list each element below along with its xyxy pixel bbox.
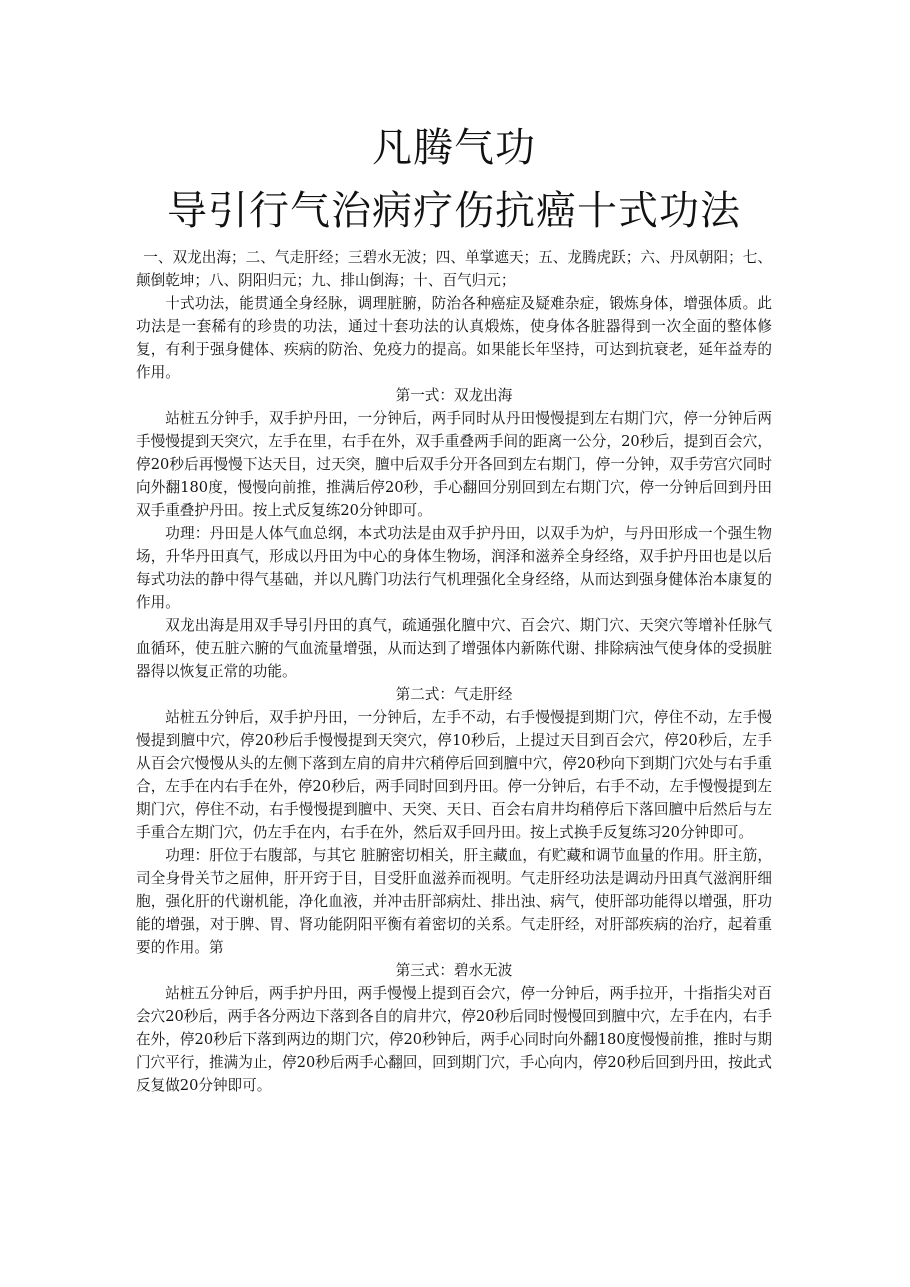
section-heading: 第一式：双龙出海 <box>395 387 513 404</box>
section-1 <box>136 384 772 683</box>
section-paragraph: 功理：肝位于右腹部，与其它 脏腑密切相关，肝主藏血，有贮藏和调节血量的作用。肝主筋，司全身骨关节之屈伸，肝开窍于目，目受肝血滋养而视明。气走肝经功法是调动丹田真气滋润肝细胞，强化肝的代谢机能，净化血液，并冲击肝部病灶、排出浊、病气，使肝部功能得以增强，肝功能的增强，对于脾、胃、肾功能阴阳平衡有着密切的关系。气走肝经，对肝部疾病的治疗，起着重要的作用。第 <box>136 847 772 956</box>
intro-paragraph: 十式功法，能贯通全身经脉，调理脏腑，防治各种癌症及疑难杂症，锻炼身体，增强体质。此功法是一套稀有的珍贵的功法，通过十套功法的认真煅炼，使身体各脏器得到一次全面的整体修复，有利于强身健体、疾病的防治、免疫力的提高。如果能长年坚持，可达到抗衰老，延年益寿的作用。 <box>136 295 772 381</box>
section-3 <box>136 959 772 1097</box>
document-page <box>136 118 772 1097</box>
section-paragraph: 双龙出海是用双手导引丹田的真气，疏通强化膻中穴、百会穴、期门穴、天突穴等增补任脉气血循环，使五脏六腑的气血流量增强，从而达到了增强体内新陈代谢、排除病浊气使身体的受损脏器得以恢复正常的功能。 <box>136 617 772 680</box>
document-title: 凡腾气功 <box>372 125 536 171</box>
section-paragraph: 功理：丹田是人体气血总纲，本式功法是由双手护丹田，以双手为炉，与丹田形成一个强生物场，升华丹田真气，形成以丹田为中心的身体生物场，润泽和滋养全身经络，双手护丹田也是以后每式功法的静中得气基础，并以凡腾门功法行气机理强化全身经络，从而达到强身健体治本康复的作用。 <box>136 525 772 611</box>
section-heading: 第三式：碧水无波 <box>395 962 513 979</box>
section-2 <box>136 683 772 959</box>
section-paragraph: 站桩五分钟手，双手护丹田，一分钟后，两手同时从丹田慢慢提到左右期门穴，停一分钟后两手慢慢提到天突穴，左手在里，右手在外，双手重叠两手间的距离一公分，20秒后，提到百会穴，停20秒后再慢慢下达天目，过天突，膻中后双手分开各回到左右期门，停一分钟，双手劳宫穴同时向外翻180度，慢慢向前推，推满后停20秒，手心翻回分别回到左右期门穴，停一分钟后回到丹田双手重叠护丹田。按上式反复练20分钟即可。 <box>136 410 772 519</box>
section-paragraph: 站桩五分钟后，两手护丹田，两手慢慢上提到百会穴，停一分钟后，两手拉开，十指指尖对百会穴20秒后，两手各分两边下落到各自的肩井穴，停20秒后同时慢慢回到膻中穴，左手在内，右手在外，停20秒后下落到两边的期门穴，停20秒钟后，两手心同时向外翻180度慢慢前推，推时与期门穴平行，推满为止，停20秒后两手心翻回，回到期门穴，手心向内，停20秒后回到丹田，按此式反复做20分钟即可。 <box>136 985 772 1094</box>
section-paragraph: 站桩五分钟后，双手护丹田，一分钟后，左手不动，右手慢慢提到期门穴，停住不动，左手慢慢提到膻中穴，停20秒后手慢慢提到天突穴，停10秒后，上提过天目到百会穴，停20秒后，左手从百会穴慢慢从头的左侧下落到左肩的肩井穴稍停后回到膻中穴，停20秒向下到期门穴处与右手重合，左手在内右手在外，停20秒后，两手同时回到丹田。停一分钟后，右手不动，左手慢慢提到左期门穴，停住不动，右手慢慢提到膻中、天突、天日、百会右肩井均稍停后下落回膻中后然后与左手重合左期门穴，仍左手在内，右手在外，然后双手回丹田。按上式换手反复练习20分钟即可。 <box>136 709 772 841</box>
document-subtitle: 导引行气治病疗伤抗癌十式功法 <box>167 188 741 234</box>
form-list-paragraph: 一、双龙出海；二、气走肝经；三碧水无波；四、单掌遮天；五、龙腾虎跃；六、丹凤朝阳；七、颠倒乾坤；八、阴阳归元；九、排山倒海；十、百气归元； <box>136 249 772 289</box>
section-heading: 第二式：气走肝经 <box>395 686 513 703</box>
